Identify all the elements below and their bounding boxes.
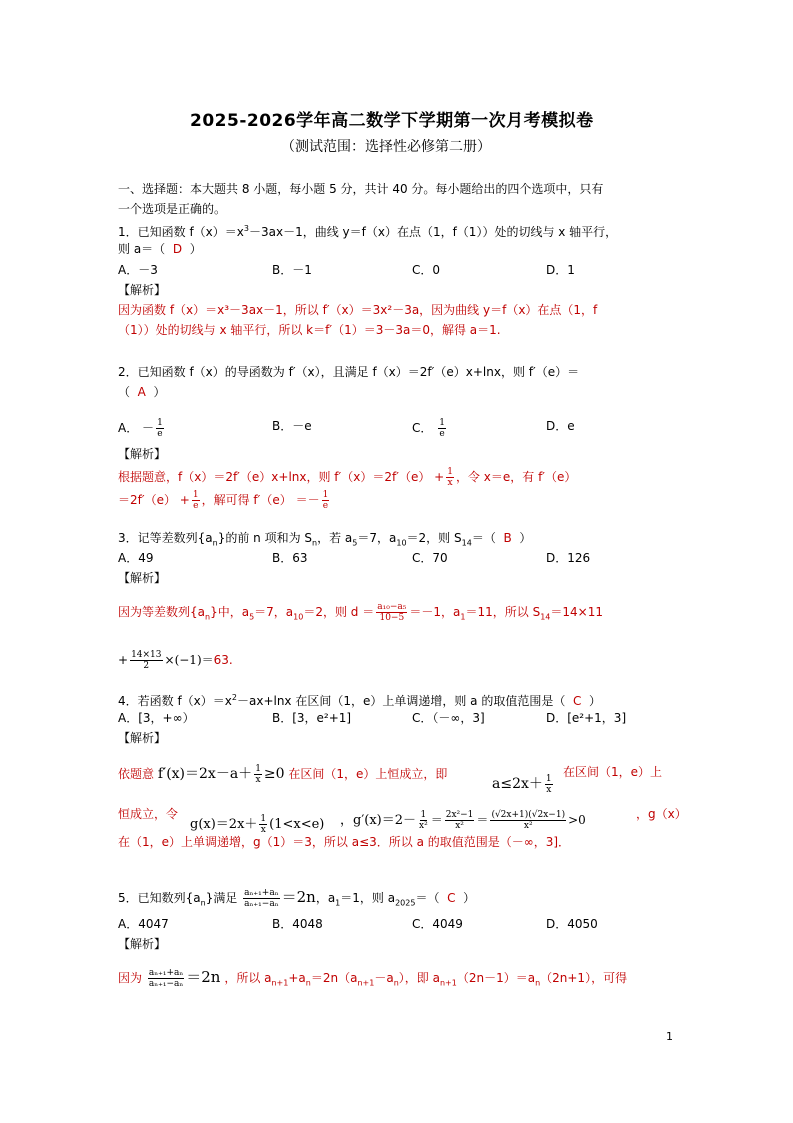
q1-solution-line2: （1））处的切线与 x 轴平行，所以 k＝f′（1）＝3－3a＝0，解得 a＝1. — [118, 323, 501, 337]
question-4-answer: C — [573, 694, 582, 708]
question-1-stem-line2: 则 a＝（ D ） — [118, 242, 202, 256]
question-3-answer: B — [503, 531, 512, 545]
q1-solution-line1: 因为函数 f（x）＝x³－3ax－1，所以 f′（x）＝3x²－3a，因为曲线 y＝f（x）在点（1，f — [118, 303, 598, 317]
q2-solution-line2: ＝2f′（e） + $\frac{1}{e}$ ，解可得 f′（e） ＝－ $\frac{1}{e}$ — [118, 490, 329, 511]
q2-option-c: C． $\frac{1}{e}$ — [412, 418, 445, 439]
q4-option-c: C．（－∞，3] — [412, 711, 485, 725]
q1-option-a: A．－3 — [118, 263, 158, 277]
q3-solution-line2: + $\frac{14\times 13}{2}$ ×(−1)＝63. — [118, 650, 233, 671]
q4-solution-line1-tail: 在区间（1，e）上 — [563, 765, 663, 779]
q4-solution-line3: 在（1，e）上单调递增，g（1）＝3，所以 a≤3．所以 a 的取值范围是（－∞，3]． — [118, 835, 571, 849]
question-2-answer: A — [137, 385, 146, 399]
question-3-stem: 3．记等差数列$\{a_n\}$的前 n 项和为 $S_n$，若 $a_5=7$，$a_{10}=2$，则 $S_{14}=$（ B ） — [118, 531, 532, 548]
question-1-answer: D — [172, 242, 183, 256]
q1-analysis-label: 【解析】 — [118, 283, 167, 297]
question-5-stem: 5．已知数列$\{a_n\}$满足 $\frac{\text{aₙ₊₁+aₙ}}{\text{aₙ₊₁−aₙ}}$ ＝2n，$a_1=1$，则 $a_{2025}=$（ C ） — [118, 888, 476, 909]
question-2-stem: 2．已知函数 f（x）的导函数为 f′（x），且满足 f（x）＝2f′（e）x+lnx，则 f′（e）＝ — [118, 365, 580, 379]
q1-option-d: D．1 — [546, 263, 575, 277]
q2-solution-line1: 根据题意，f（x）＝2f′（e）x+lnx，则 f′（x）＝2f′（e） + $\frac{1}{x}$ ，令 x＝e，有 f′（e） — [118, 467, 577, 488]
q4-solution-line2: 恒成立，令 — [118, 807, 179, 821]
q3-option-a: A．49 — [118, 551, 154, 565]
q3-solution-line1: 因为等差数列$\{a_n\}$中，$a_5=7$，$a_{10}=2$，则 d ＝ $\frac{\text{a₁₀−a₅}}{10-5}$ ＝－1，$a_1=11$，所以 $S_{14}=14\times 11$ — [118, 602, 603, 623]
q4-g-function: g(x)＝2x＋ $\frac{1}{x}$ (1<x<e) — [190, 814, 325, 835]
q4-analysis-label: 【解析】 — [118, 731, 167, 745]
q3-analysis-label: 【解析】 — [118, 571, 167, 585]
q5-solution-line1: 因为 $\frac{\text{aₙ₊₁+aₙ}}{\text{aₙ₊₁−aₙ}}$ ＝2n ，所以 $a_{n+1}+a_n=2n(a_{n+1}-a_n)$，即 $a_{n+1}(2n-1)=a_n(2n+1)$，可得 — [118, 968, 628, 989]
q1-option-b: B．－1 — [272, 263, 312, 277]
q4-option-b: B．[3，e²+1] — [272, 711, 352, 725]
q4-inequality: a≤2x＋ $\frac{1}{x}$ — [492, 774, 552, 795]
q4-solution-line1: 依题意 f′(x)＝2x－a＋ $\frac{1}{x}$ ≥0 在区间（1，e）上恒成立，即 — [118, 764, 448, 785]
q5-option-a: A．4047 — [118, 917, 169, 931]
q4-option-d: D．[e²+1，3] — [546, 711, 627, 725]
question-4-stem: 4．若函数 $f(x)=x^2-ax+\ln x$ 在区间（1，e）上单调递增，则 a 的取值范围是（ C ） — [118, 693, 602, 708]
q2-option-b: B．－e — [272, 419, 312, 433]
page-title: 2025-2026学年高二数学下学期第一次月考模拟卷 — [190, 111, 594, 131]
q5-analysis-label: 【解析】 — [118, 937, 167, 951]
q2-analysis-label: 【解析】 — [118, 447, 167, 461]
q3-option-d: D．126 — [546, 551, 591, 565]
q5-option-c: C．4049 — [412, 917, 463, 931]
q5-option-b: B．4048 — [272, 917, 323, 931]
q3-option-b: B．63 — [272, 551, 308, 565]
q4-solution-gx: ，g（x） — [636, 807, 687, 821]
q4-g-derivative: ，g′(x)＝2－ $\frac{1}{\text{x²}}$ ＝ $\frac{\text{2x²−1}}{\text{x²}}$ ＝ $\frac{(√2x+1)(√2x-1)}{\text{x²}}$ >0 — [340, 810, 586, 831]
question-1-stem: 1．已知函数 $f(x)=x^3-3ax-1$，曲线 y＝f（x）在点（1，f（1））处的切线与 x 轴平行， — [118, 224, 618, 239]
q5-option-d: D．4050 — [546, 917, 598, 931]
section-intro-line1: 一、选择题：本大题共 8 小题，每小题 5 分，共计 40 分。每小题给出的四个选项中，只有 — [118, 182, 604, 196]
question-5-answer: C — [447, 891, 456, 905]
q2-option-a: A． － $\frac{1}{e}$ — [118, 418, 163, 439]
section-intro-line2: 一个选项是正确的。 — [118, 202, 227, 216]
q2-option-d: D．e — [546, 419, 575, 433]
q4-option-a: A．[3，+∞） — [118, 711, 195, 725]
page-number: 1 — [666, 1030, 673, 1043]
page-subtitle: （测试范围：选择性必修第二册） — [281, 139, 491, 155]
q1-option-c: C．0 — [412, 263, 441, 277]
question-2-stem-line2: （ A ） — [118, 385, 166, 399]
q3-option-c: C．70 — [412, 551, 448, 565]
